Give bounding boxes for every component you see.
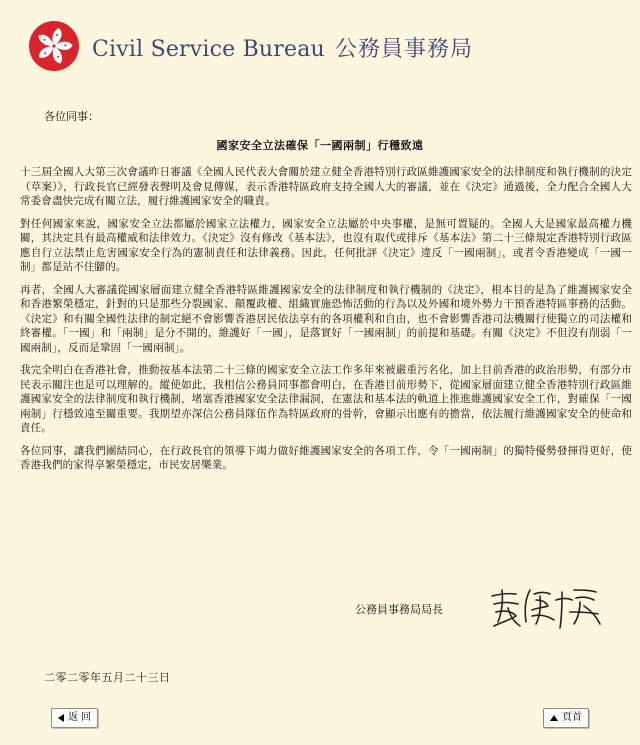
paragraph-2: 對任何國家來說，國家安全立法都屬於國家立法權力，國家安全立法屬於中央事權，是無可置疑的。全國人大是國家最高權力機關，其決定具有最高權威和法律效力。《決定》沒有修改《基本法》，也沒有取代或排斥《基本法》第二十三條規定香港特別行政區應自行立法禁止危害國家安全行為的憲制責任和法律義務。因此，任何批評《決定》違反「一國兩制」，或者令香港變成「一國一制」都是站不住腳的。: [20, 217, 632, 273]
bauhinia-emblem-icon: [28, 20, 80, 72]
top-of-page-button[interactable]: [543, 708, 589, 728]
handwritten-signature: [486, 582, 604, 632]
letter-body: [20, 165, 632, 473]
letter-greeting: 各位同事：: [44, 110, 99, 123]
letter-title: 國家安全立法確保「一國兩制」行穩致遠: [216, 139, 424, 152]
bureau-name-en: Civil Service Bureau: [92, 37, 325, 62]
closing-paragraph: 各位同事，讓我們團結同心，在行政長官的領導下竭力做好維護國家安全的各項工作，令「一國兩制」的獨特優勢發揮得更好，使香港我們的家得享繁榮穩定，市民安居樂業。: [20, 444, 632, 471]
top-of-page-label: 頁首: [562, 712, 582, 723]
signatory-title: 公務員事務局局長: [355, 603, 443, 616]
back-button-label: 返 回: [68, 712, 92, 723]
bureau-name: [92, 32, 473, 63]
bureau-name-zh: 公務員事務局: [334, 37, 473, 62]
triangle-left-icon: [58, 714, 64, 722]
paragraph-4: 我完全明白在香港社會，推動按基本法第二十三條的國家安全立法工作多年來被嚴重污名化，加上目前香港的政治形勢，有部分市民表示關注也是可以理解的。縱使如此，我相信公務員同事都會明白，在香港目前形勢下，從國家層面建立健全香港特別行政區維護國家安全的法律制度和執行機制，堵塞香港國家安全法律漏洞，在憲法和基本法的軌道上推進維護國家安全工作，對確保「一國兩制」行穩致遠至關重要。我期望亦深信公務員隊伍作為特區政府的骨幹，會顯示出應有的擔當，依法履行維護國家安全的使命和責任。: [20, 364, 632, 434]
paragraph-1: 十三屆全國人大第三次會議昨日審議《全國人民代表大會關於建立健全香港特別行政區維護國家安全的法律制度和執行機制的決定（草案）》，行政長官已經發表聲明及會見傳媒，表示香港特區政府支持全國人大的審議，並在《決定》通過後，全力配合全國人大常委會盡快完成有關立法，履行維護國家安全的職責。: [20, 166, 632, 207]
paragraph-3: 再者，全國人大審議從國家層面建立健全香港特區維護國家安全的法律制度和執行機制的《決定》，根本目的是為了維護國家安全和香港繁榮穩定，針對的只是那些分裂國家、顛覆政權、組織實施恐怖活動的行為以及外國和境外勢力干預香港特區事務的活動。《決定》和有關全國性法律的制定絕不會影響香港居民依法享有的各項權利和自由，也不會影響香港司法機關行使獨立的司法權和終審權。「一國」和「兩制」是分不開的，維護好「一國」，是落實好「一國兩制」的前提和基礎。有關《決定》不但沒有削弱「一國兩制」，反而是鞏固「一國兩制」。: [20, 283, 632, 354]
back-button[interactable]: [51, 708, 98, 728]
triangle-up-icon: [550, 715, 558, 721]
page-header: [18, 14, 618, 78]
letter-date: 二零二零年五月二十三日: [44, 671, 171, 684]
